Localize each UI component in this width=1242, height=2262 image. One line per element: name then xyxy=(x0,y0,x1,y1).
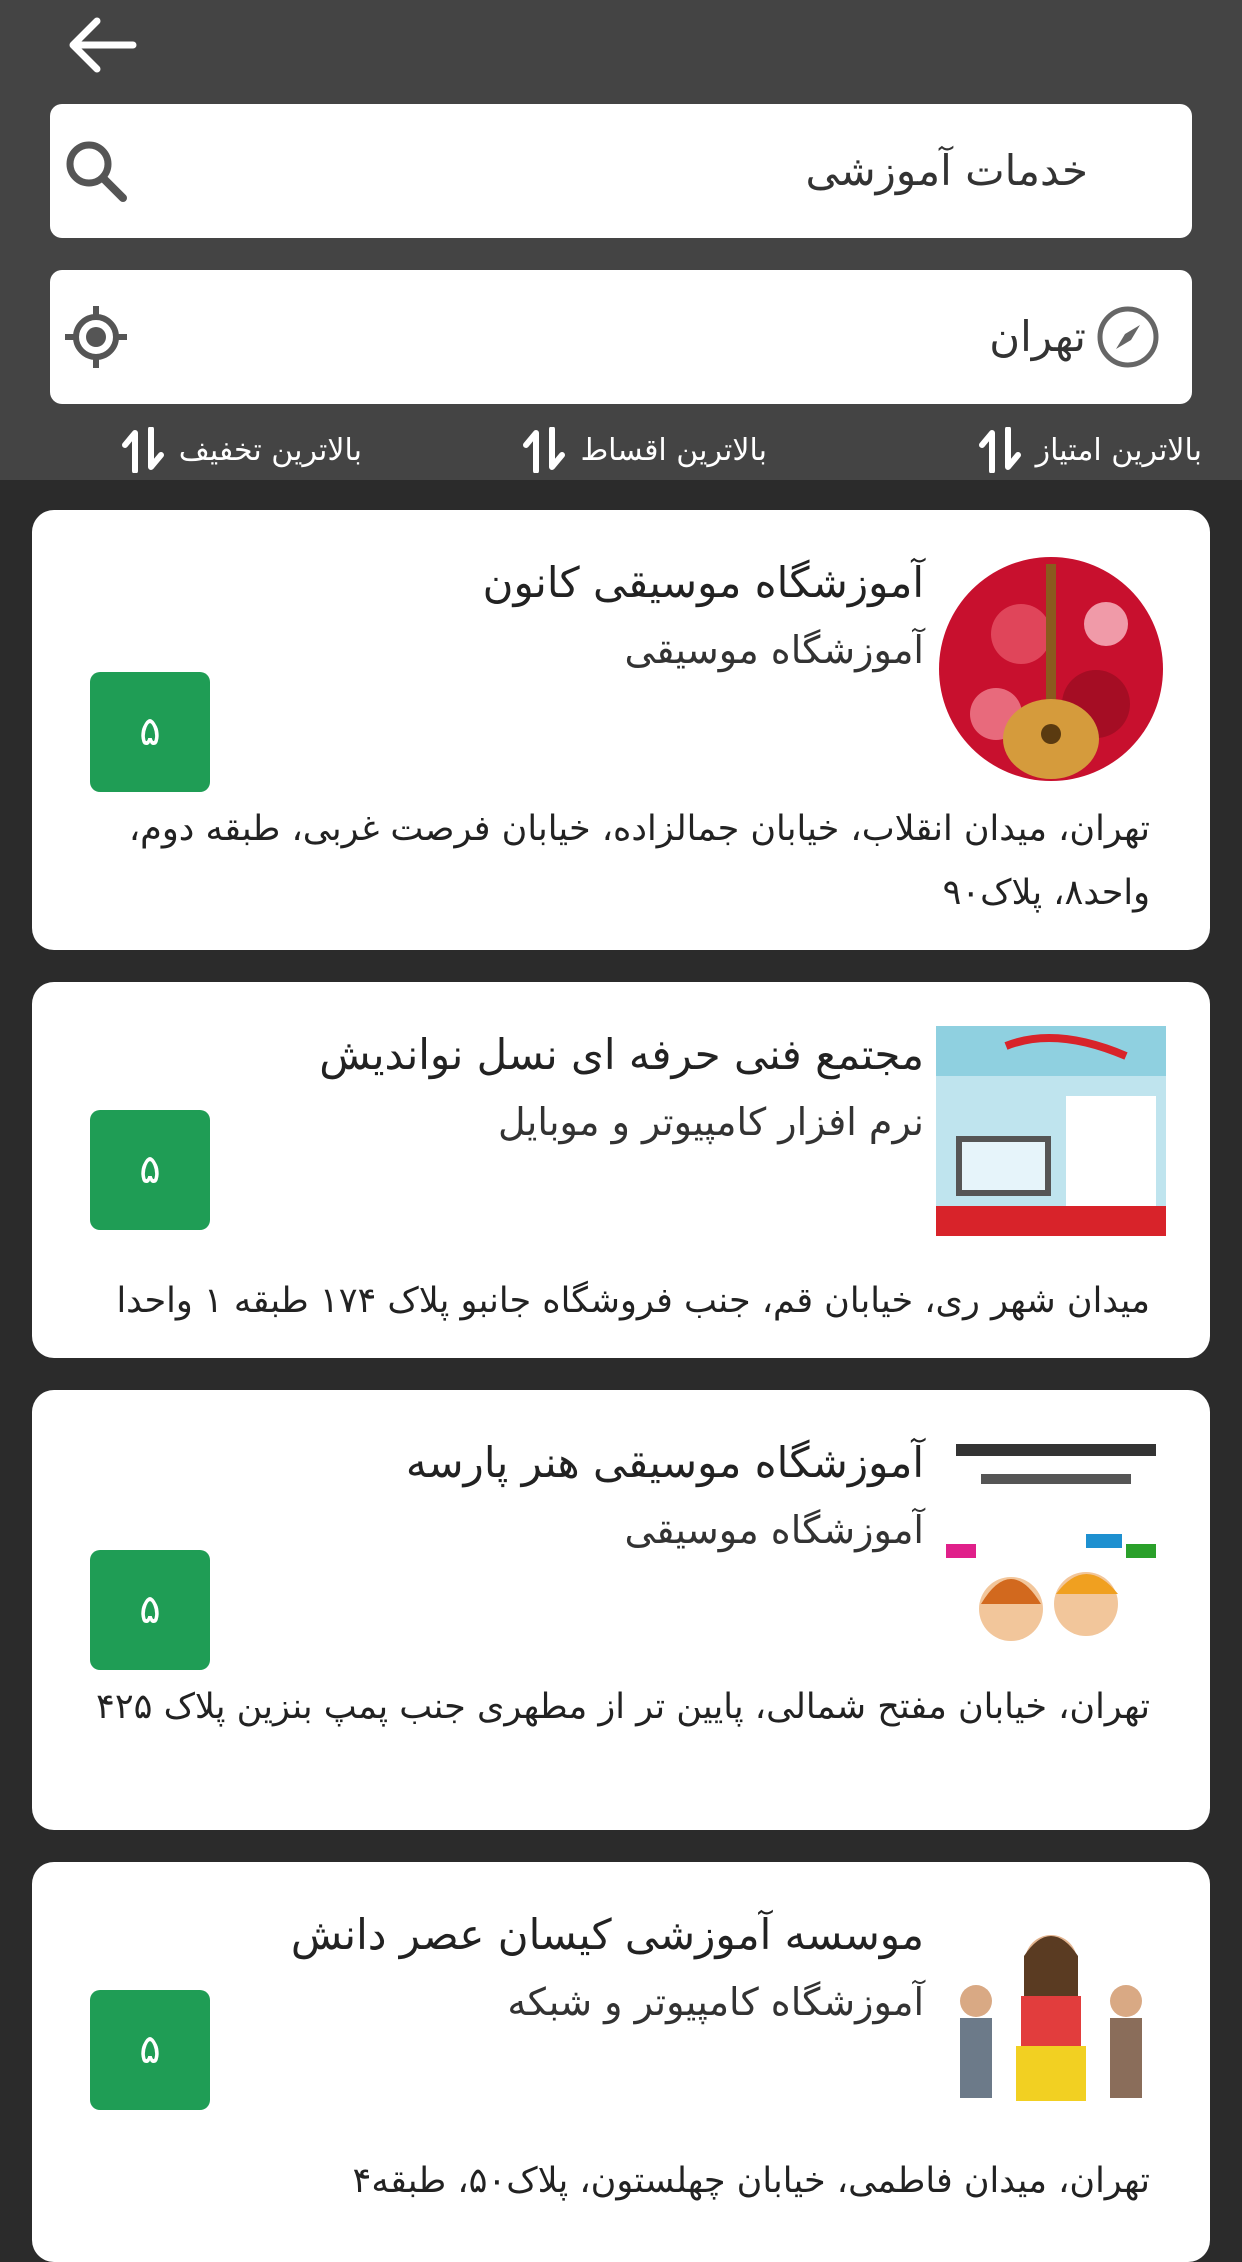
listing-thumbnail xyxy=(936,554,1166,784)
top-bar xyxy=(0,0,1242,480)
sort-arrows-icon xyxy=(121,426,165,474)
listing-title: موسسه آموزشی کیسان عصر دانش xyxy=(290,1910,924,1959)
listing-title: آموزشگاه موسیقی کانون xyxy=(482,558,924,607)
location-field[interactable] xyxy=(50,270,1192,404)
listing-title: آموزشگاه موسیقی هنر پارسه xyxy=(405,1438,924,1487)
listing-card[interactable] xyxy=(32,1390,1210,1830)
listing-card[interactable] xyxy=(32,982,1210,1358)
rating-badge: ۵ xyxy=(90,1550,210,1670)
listing-address: تهران، میدان فاطمی، خیابان چهلستون، پلاک۵۰، طبقه۴ xyxy=(352,2161,1150,2201)
rating-badge: ۵ xyxy=(90,1110,210,1230)
search-icon[interactable] xyxy=(56,131,136,211)
listing-category: آموزشگاه کامپیوتر و شبکه xyxy=(507,1980,924,2024)
listing-card[interactable] xyxy=(32,1862,1210,2262)
listing-address: تهران، میدان انقلاب، خیابان جمالزاده، خیابان فرصت غربی، طبقه دوم، واحد۸، پلاک۹۰ xyxy=(128,809,1150,913)
sort-label: بالاترین اقساط xyxy=(580,432,767,468)
location-input[interactable]: تهران xyxy=(989,312,1086,361)
rating-badge: ۵ xyxy=(90,1990,210,2110)
back-arrow-icon xyxy=(65,15,137,75)
listing-category: آموزشگاه موسیقی xyxy=(624,628,924,672)
search-input[interactable]: خدمات آموزشی xyxy=(805,146,1088,195)
sort-arrows-icon xyxy=(522,426,566,474)
listing-thumbnail xyxy=(936,1026,1166,1256)
sort-label: بالاترین تخفیف xyxy=(178,432,362,468)
sort-by-installments[interactable] xyxy=(522,420,767,480)
sort-bar xyxy=(0,420,1242,480)
search-field[interactable] xyxy=(50,104,1192,238)
compass-icon[interactable] xyxy=(1094,303,1162,371)
rating-badge: ۵ xyxy=(90,672,210,792)
listing-card[interactable] xyxy=(32,510,1210,950)
listing-category: آموزشگاه موسیقی xyxy=(624,1508,924,1552)
listing-thumbnail xyxy=(936,1434,1166,1664)
listing-thumbnail xyxy=(936,1906,1166,2136)
listing-address: تهران، خیابان مفتح شمالی، پایین تر از مطهری جنب پمپ بنزین پلاک ۴۲۵ xyxy=(96,1687,1150,1727)
sort-by-discount[interactable] xyxy=(121,420,362,480)
sort-label: بالاترین امتیاز xyxy=(1035,432,1202,468)
gps-target-icon[interactable] xyxy=(56,297,136,377)
listing-category: نرم افزار کامپیوتر و موبایل xyxy=(498,1100,924,1144)
sort-by-rating[interactable] xyxy=(978,420,1202,480)
listing-title: مجتمع فنی حرفه ای نسل نواندیش xyxy=(319,1030,924,1079)
sort-arrows-icon xyxy=(978,426,1022,474)
listing-address: میدان شهر ری، خیابان قم، جنب فروشگاه جانبو پلاک ۱۷۴ طبقه ۱ واحدا xyxy=(116,1281,1150,1321)
back-button[interactable] xyxy=(56,10,146,80)
